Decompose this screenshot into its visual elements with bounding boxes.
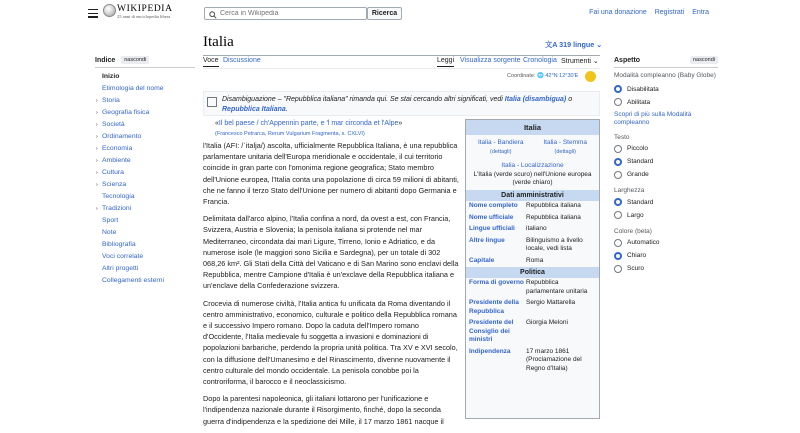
title-divider	[203, 55, 600, 56]
hatnote-mid: o	[566, 96, 573, 103]
infobox-row	[466, 235, 599, 255]
tab-leggi[interactable]: Leggi	[437, 57, 454, 67]
hatnote-link-repubblica[interactable]: Repubblica Italiana	[222, 106, 286, 113]
infobox-key[interactable]: Forma di governo	[469, 279, 524, 286]
radio-enable[interactable]	[614, 96, 718, 109]
toc-item[interactable]	[95, 263, 195, 275]
search-field[interactable]	[204, 7, 367, 20]
toc-item-label: Storia	[102, 97, 120, 104]
lock-icon[interactable]	[585, 71, 596, 82]
quote-source[interactable]: (Francesco Petrarca, Rerum Vulgarium Fragmenta, s. CXLVI)	[215, 131, 365, 137]
language-button[interactable]	[545, 40, 602, 50]
radio-option[interactable]	[614, 196, 718, 209]
chevron-right-icon[interactable]: ›	[96, 134, 98, 140]
globe-icon: 🌐	[536, 73, 544, 79]
infobox-row	[466, 298, 599, 318]
create-account-link[interactable]: Registrati	[654, 9, 685, 16]
toc-item[interactable]	[95, 119, 195, 131]
search-icon	[209, 11, 217, 19]
appearance-title: Aspetto	[614, 56, 641, 64]
hatnote-text: Disambiguazione – "Repubblica italiana" rimanda qui. Se stai cercando altri significati, vedi	[222, 96, 505, 103]
page-title: Italia	[203, 34, 234, 50]
chevron-right-icon[interactable]: ›	[96, 146, 98, 152]
infobox-value: 17 marzo 1861 (Proclamazione del Regno d'Italia)	[526, 347, 582, 372]
radio-circle	[614, 211, 622, 219]
paragraph-1: l'Italia (AFI: /ˈitalja/) ascolta, ufficialmente Repubblica Italiana, è una repubblica parlamentare unitaria dell'Europa meridionale e occidentale, il cui territorio coincide in gran parte con l'omonima regione geografica; Stato membro dell'Unione europea, l'Italia conta una popolazione di circa 59 milioni di abitanti, che ne fanno il terzo Stato dell'Unione per numero di abitanti dopo Germania e Francia.	[203, 141, 459, 207]
radio-option[interactable]	[614, 209, 718, 222]
hatnote-link-disambigua[interactable]: Italia (disambigua)	[504, 96, 567, 103]
flag-details[interactable]: (dettagli)	[490, 149, 512, 155]
chevron-right-icon[interactable]: ›	[96, 122, 98, 128]
disambiguation-icon	[207, 97, 217, 107]
infobox-row	[466, 318, 599, 347]
tab-discussione[interactable]: Discussione	[223, 57, 261, 64]
radio-label: Standard	[627, 158, 654, 165]
donate-link[interactable]: Fai una donazione	[589, 9, 647, 16]
infobox-row	[466, 224, 599, 236]
radio-circle	[614, 171, 622, 179]
infobox-key[interactable]: Nome completo	[469, 202, 518, 209]
toc-item-label: Sport	[102, 217, 119, 224]
emblem-link[interactable]: Italia - Stemma	[543, 139, 588, 146]
toc-item-label: Voci correlate	[102, 253, 144, 260]
radio-option[interactable]	[614, 142, 718, 155]
toc-item-label: Inizio	[102, 73, 120, 80]
appearance-panel	[614, 56, 718, 275]
infobox-key[interactable]: Lingue ufficiali	[469, 225, 515, 232]
radio-circle	[614, 252, 622, 260]
radio-circle	[614, 265, 622, 273]
chevron-right-icon[interactable]: ›	[96, 110, 98, 116]
toc-item-label: Ordinamento	[102, 133, 142, 140]
search-input[interactable]	[205, 8, 366, 19]
infobox-row	[466, 212, 599, 224]
toc-item[interactable]	[95, 239, 195, 251]
radio-option[interactable]	[614, 236, 718, 249]
toc-item-label: Geografia fisica	[102, 109, 150, 116]
toc-item-label: Ambiente	[102, 157, 131, 164]
infobox-key[interactable]: Nome ufficiale	[469, 213, 514, 221]
radio-option[interactable]	[614, 249, 718, 262]
color-label: Colore (beta)	[614, 227, 652, 235]
emblem-cell	[543, 138, 587, 157]
infobox-row	[466, 346, 599, 375]
chevron-down-icon: ⌄	[596, 40, 603, 49]
coordinates-label: Coordinate:	[507, 73, 536, 79]
toc-item-label: Tradizioni	[102, 205, 132, 212]
toc-item[interactable]	[95, 203, 195, 215]
radio-circle	[614, 145, 622, 153]
toc-item[interactable]	[95, 179, 195, 191]
chevron-right-icon[interactable]: ›	[96, 170, 98, 176]
article-body	[203, 140, 461, 433]
radio-circle	[614, 98, 622, 106]
radio-label: Chiaro	[627, 252, 647, 259]
toc-item-label: Note	[102, 229, 117, 236]
birthday-mode-label: Modalità compleanno (Baby Globe)	[614, 72, 716, 79]
toc-item[interactable]	[95, 215, 195, 227]
radio-circle	[614, 239, 622, 247]
toc-item-label: Etimologia del nome	[102, 85, 164, 92]
paragraph-4: Dopo la parentesi napoleonica, gli italiani lottarono per l'unificazione e l'indipendenza nazionale durante il Risorgimento, finché, dopo la seconda guerra d'indipendenza e la spedizione dei Mille, il 17 marzo 1861 nacque il	[203, 394, 444, 426]
radio-label: Grande	[627, 171, 649, 178]
search-button[interactable]: Ricerca	[367, 7, 402, 20]
toc-item-label: Cultura	[102, 169, 124, 176]
coordinates-value[interactable]: 42°N 12°30′E	[545, 73, 579, 79]
width-label: Larghezza	[614, 187, 645, 194]
toc-item[interactable]	[95, 143, 195, 155]
toc-item-label: Tecnologia	[102, 193, 135, 200]
epigraph-quote: «Il bel paese / ch'Appennin parte, e 'l mar circonda et l'Alpe» (Francesco Petrarca, Rerum Vulgarium Fragmenta, s. CXLVI)	[215, 120, 403, 137]
chevron-right-icon[interactable]: ›	[96, 98, 98, 104]
infobox-value: Repubblica italiana	[526, 202, 581, 209]
toc-item-label: Collegamenti esterni	[102, 277, 164, 284]
infobox-value: Repubblica italiana	[526, 213, 581, 221]
infobox-location	[466, 160, 599, 190]
strumenti-label: Strumenti	[561, 58, 591, 65]
table-of-contents	[95, 56, 195, 287]
infobox-key[interactable]: Presidente della Repubblica	[469, 299, 519, 315]
infobox	[465, 119, 600, 419]
radio-option[interactable]	[614, 168, 718, 181]
chevron-right-icon[interactable]: ›	[96, 182, 98, 188]
language-count: 319 lingue	[559, 40, 595, 49]
radio-label: Disabilitata	[627, 85, 659, 93]
tabs-divider	[203, 68, 600, 69]
infobox-row	[466, 278, 599, 298]
translate-icon: 文A	[545, 40, 558, 49]
toc-hide-button[interactable]: nascondi	[121, 56, 149, 64]
tab-strumenti[interactable]	[561, 57, 599, 65]
appearance-hide-button[interactable]: nascondi	[690, 56, 718, 64]
tab-cronologia[interactable]: Cronologia	[523, 57, 557, 64]
flag-link[interactable]: Italia - Bandiera	[477, 139, 524, 146]
flag-cell	[478, 138, 524, 157]
toc-item[interactable]	[95, 155, 195, 167]
paragraph-2: Delimitata dall'arco alpino, l'Italia confina a nord, da ovest a est, con Francia, Svizzera, Austria e Slovenia; la penisola italiana si protende nel mar Mediterraneo, circondata dai mari Ligure, Tirreno, Ionio e Adriatico, e da numerose isole (le maggiori sono Sicilia e Sardegna), per un totale di 302 068,26 km². Gli Stati della Città del Vaticano e di San Marino sono enclavi della Repubblica, mentre Campione d'Italia è un'exclave della Repubblica italiana e un'enclave della Confederazione svizzera.	[203, 214, 459, 291]
infobox-value: Repubblica parlamentare unitaria	[526, 279, 588, 295]
personal-tools	[583, 9, 709, 16]
infobox-value: Roma	[526, 256, 544, 264]
toc-item-label: Società	[102, 121, 125, 128]
toc-title: Indice	[95, 56, 116, 64]
toc-item-label: Bibliografia	[102, 241, 136, 248]
chevron-right-icon[interactable]: ›	[96, 158, 98, 164]
radio-label: Abilitata	[627, 98, 651, 106]
coordinates[interactable]	[507, 73, 578, 79]
infobox-key[interactable]: Indipendenza	[469, 347, 511, 355]
section-politics: Politica	[466, 267, 599, 278]
chevron-down-icon: ⌄	[592, 58, 599, 65]
infobox-row	[466, 201, 599, 213]
wikipedia-tagline: 25 anni di enciclopedia libera	[117, 14, 171, 19]
radio-circle	[614, 198, 622, 206]
radio-label: Piccolo	[627, 145, 648, 152]
radio-label: Scuro	[627, 265, 644, 272]
login-link[interactable]: Entra	[692, 9, 709, 16]
tab-view-source[interactable]: Visualizza sorgente	[460, 57, 521, 64]
location-caption: L'Italia (verde scuro) nell'Unione europea (verde chiaro)	[473, 170, 592, 186]
location-map-link[interactable]: Italia - Localizzazione	[501, 162, 564, 169]
radio-label: Standard	[627, 198, 654, 206]
radio-disable[interactable]	[614, 83, 718, 96]
toc-item[interactable]	[95, 107, 195, 119]
radio-label: Automatico	[627, 239, 660, 246]
section-admin-data: Dati amministrativi	[466, 190, 599, 201]
chevron-right-icon[interactable]: ›	[96, 206, 98, 212]
toc-item[interactable]	[95, 167, 195, 179]
radio-label: Largo	[627, 211, 644, 219]
radio-circle	[614, 158, 622, 166]
radio-option[interactable]	[614, 262, 718, 275]
toc-item[interactable]	[95, 251, 195, 263]
infobox-value: Bilinguismo a livello locale, vedi lista	[526, 236, 583, 252]
radio-circle	[614, 85, 622, 93]
toc-item[interactable]	[95, 191, 195, 203]
toc-item[interactable]	[95, 131, 195, 143]
infobox-key[interactable]: Presidente del Consiglio dei ministri	[469, 319, 514, 343]
infobox-value: Sergio Mattarella	[526, 299, 576, 306]
infobox-title: Italia	[466, 120, 599, 135]
toc-item-label: Altri progetti	[102, 265, 139, 272]
main-menu-icon[interactable]	[88, 9, 98, 17]
toc-item[interactable]	[95, 71, 195, 83]
birthday-more-link[interactable]: Scopri di più sulla Modalità compleanno	[614, 110, 692, 126]
radio-option[interactable]	[614, 155, 718, 168]
infobox-value: Giorgia Meloni	[526, 319, 568, 326]
infobox-key[interactable]: Altre lingue	[469, 236, 505, 244]
toc-item[interactable]	[95, 95, 195, 107]
wikipedia-wordmark[interactable]: WIKIPEDIA	[117, 4, 173, 14]
quote-text[interactable]: Il bel paese / ch'Appennin parte, e 'l mar circonda et l'Alpe	[218, 120, 399, 127]
toc-item[interactable]	[95, 275, 195, 287]
toc-item[interactable]	[95, 83, 195, 95]
infobox-row	[466, 255, 599, 267]
disambiguation-hatnote	[203, 91, 600, 116]
infobox-key[interactable]: Capitale	[469, 256, 495, 264]
text-size-label: Testo	[614, 133, 630, 141]
infobox-value: italiano	[526, 225, 547, 232]
paragraph-3: Crocevia di numerose civiltà, l'Italia antica fu unificata da Roma diventando il centro amministrativo, economico, culturale e politico della Repubblica romana e il successivo Impero romano. Dopo la caduta dell'Impero romano d'Occidente, l'Italia medievale fu soggetta a invasioni e dominazioni di popolazioni barbariche, perdendo la propria unità politica. Tra XV e XVI secolo, con la diffusione dell'Umanesimo e del Rinascimento, divenne nuovamente il centro culturale del mondo occidentale. La penisola conobbe poi la controriforma, il barocco e il neoclassicismo.	[203, 298, 458, 387]
toc-item[interactable]	[95, 227, 195, 239]
hatnote-end: .	[285, 106, 288, 113]
infobox-symbols	[466, 135, 599, 160]
wikipedia-globe-logo[interactable]	[103, 4, 116, 17]
toc-item-label: Economia	[102, 145, 133, 152]
toc-item-label: Scienza	[102, 181, 127, 188]
tab-voce[interactable]: Voce	[203, 57, 219, 67]
emblem-details[interactable]: (dettagli)	[554, 149, 576, 155]
